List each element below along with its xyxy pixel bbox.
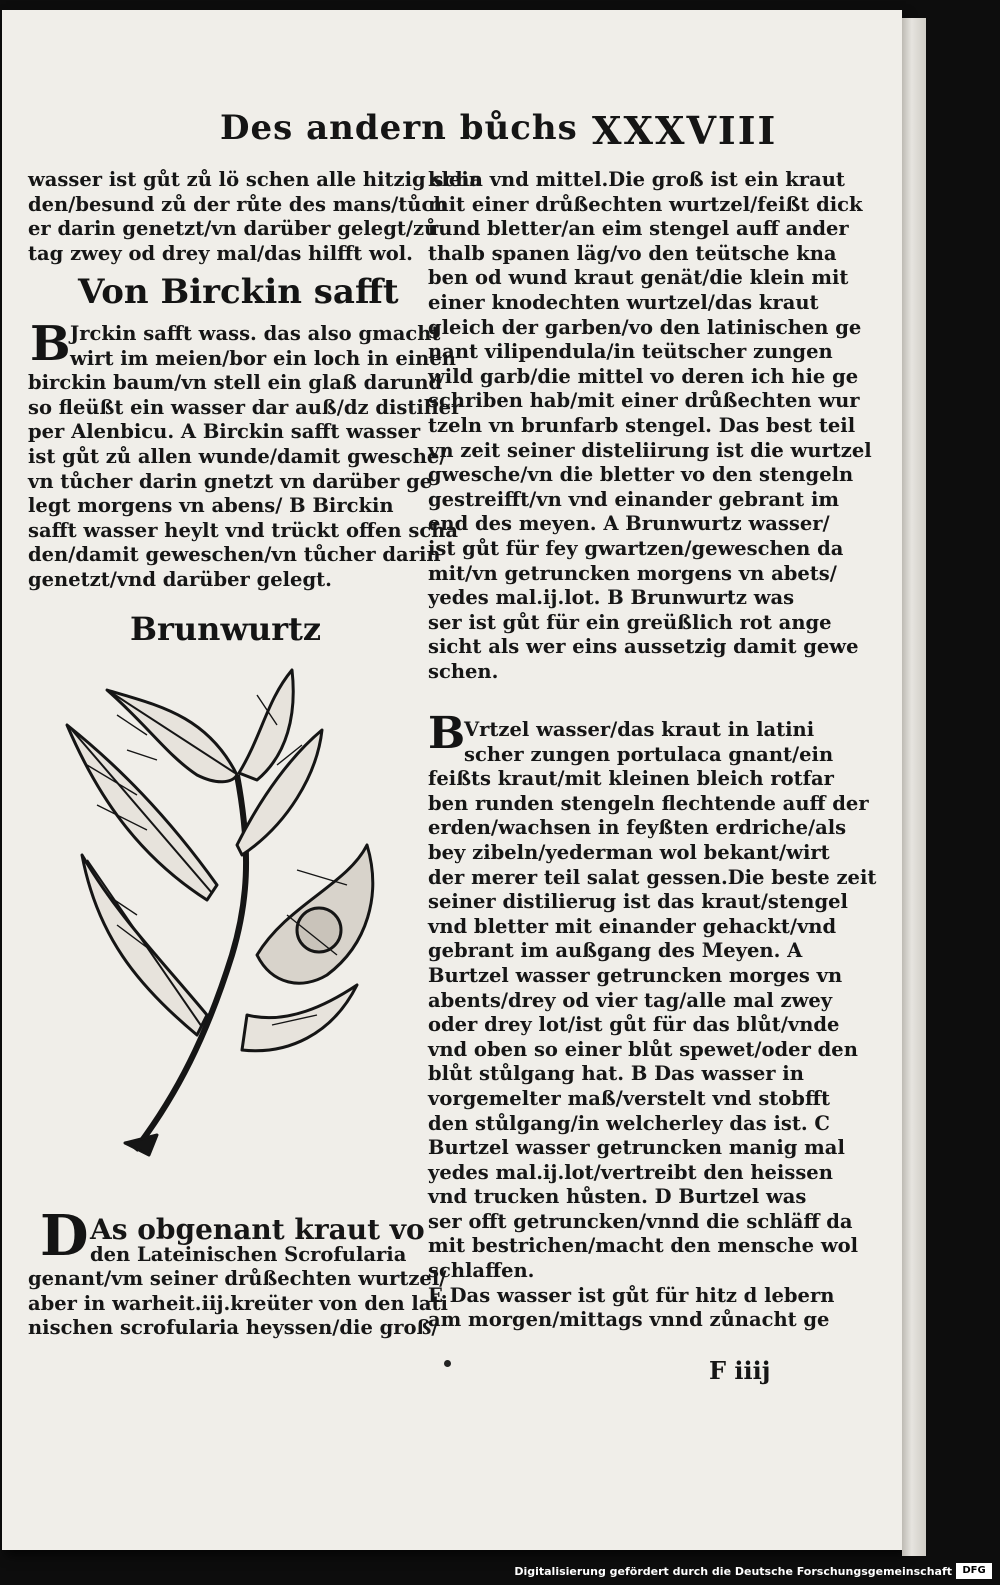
text-line: erden/wachsen in feyßten erdriche/als xyxy=(428,816,847,840)
text-line: einer knodechten wurtzel/das kraut xyxy=(428,290,819,314)
text-line: mit bestrichen/macht den mensche wol xyxy=(428,1234,859,1258)
text-line: vnd trucken hůsten. D Burtzel was xyxy=(428,1185,807,1209)
initial-letter-birckin: B xyxy=(30,316,71,372)
text-line: wild garb/die mittel vo deren ich hie ge xyxy=(428,364,859,388)
footer-credit: Digitalisierung gefördert durch die Deutsche Forschungsgemeinschaft xyxy=(514,1565,952,1578)
initial-letter-d: D xyxy=(40,1203,89,1269)
text-line: E Das wasser ist gůt für hitz d lebern xyxy=(428,1283,835,1307)
text-line: rund bletter/an eim stengel auff ander xyxy=(428,217,849,241)
text-line: gleich der garben/vo den latinischen ge xyxy=(428,315,862,339)
initial-letter-portulaca: B xyxy=(428,708,466,759)
text-line: oder drey lot/ist gůt für das blůt/vnde xyxy=(428,1013,840,1037)
text-line: den Lateinischen Scrofularia xyxy=(90,1242,407,1266)
text-line: ser offt getruncken/vnnd die schläff da xyxy=(428,1209,853,1233)
right-column-text-a xyxy=(428,168,872,684)
birckin-text xyxy=(28,322,462,593)
signature-mark: F iiij xyxy=(709,1356,771,1385)
text-line: tzeln vn brunfarb stengel. Das best teil xyxy=(428,413,856,437)
text-line: ist gůt zů allen wunde/damit gwesche/ xyxy=(28,444,447,468)
text-line: ben od wund kraut genät/die klein mit xyxy=(428,266,849,290)
text-line: genetzt/vnd darüber gelegt. xyxy=(28,567,332,591)
text-line: thalb spanen läg/vo den teütsche kna xyxy=(428,241,837,265)
text-line: schriben hab/mit einer drůßechten wur xyxy=(428,389,860,413)
text-line: nischen scrofularia heyssen/die groß/ xyxy=(28,1316,439,1340)
text-line: sicht als wer eins aussetzig damit gewe xyxy=(428,635,859,659)
text-line: genant/vm seiner drůßechten wurtzel/ xyxy=(28,1267,447,1291)
text-line: Vrtzel wasser/das kraut in latini xyxy=(464,718,815,741)
right-column-text-b xyxy=(428,718,877,1333)
text-line: vn zeit seiner disteliirung ist die wurtzel xyxy=(428,438,872,462)
text-line: schen. xyxy=(428,659,499,683)
text-line: ben runden stengeln flechtende auff der xyxy=(428,791,869,815)
text-line: klein vnd mittel.Die groß ist ein kraut xyxy=(428,168,845,191)
text-line: vnd oben so einer blůt spewet/oder den xyxy=(428,1037,858,1061)
text-line: wirt im meien/bor ein loch in einen xyxy=(70,346,456,370)
text-line: der merer teil salat gessen.Die beste zeit xyxy=(428,865,877,889)
text-line: abents/drey od vier tag/alle mal zwey xyxy=(428,988,833,1012)
left-intro-text xyxy=(28,168,483,266)
text-line: seiner distilierug ist das kraut/stengel xyxy=(428,890,848,914)
text-line: aber in warheit.iij.kreüter von den lati xyxy=(28,1291,448,1315)
text-line: wasser ist gůt zů lö schen alle hitzig scha xyxy=(28,168,483,191)
text-line: legt morgens vn abens/ B Birckin xyxy=(28,494,394,518)
footer-bar xyxy=(0,1560,1000,1585)
text-line: feißts kraut/mit kleinen bleich rotfar xyxy=(428,767,834,791)
dfg-logo-icon: DFG xyxy=(956,1563,992,1579)
text-line: As obgenant kraut vo xyxy=(90,1213,425,1246)
text-line: blůt stůlgang hat. B Das wasser in xyxy=(428,1062,804,1086)
text-line: yedes mal.ij.lot/vertreibt den heissen xyxy=(428,1160,833,1184)
text-line: per Alenbicu. A Birckin safft wasser xyxy=(28,420,421,444)
text-line: mit einer drůßechten wurtzel/feißt dick xyxy=(428,192,863,216)
text-line: yedes mal.ij.lot. B Brunwurtz was xyxy=(428,586,795,610)
text-line: scher zungen portulaca gnant/ein xyxy=(464,742,834,766)
running-head-title: Des andern bůchs xyxy=(220,108,578,148)
text-line: am morgen/mittags vnnd zůnacht ge xyxy=(428,1308,830,1332)
folio-number: XXXVIII xyxy=(592,108,778,153)
text-line: ist gůt für fey gwartzen/geweschen da xyxy=(428,536,844,560)
text-line: birckin baum/vn stell ein glaß darund xyxy=(28,371,443,395)
text-line: gwesche/vn die bletter vo den stengeln xyxy=(428,463,854,487)
page-edge-shadow xyxy=(902,18,926,1556)
text-line: vn tůcher darin gnetzt vn darüber ge xyxy=(28,469,433,493)
text-line: er darin genetzt/vn darüber gelegt/zů xyxy=(28,217,439,241)
text-line: gebrant im außgang des Meyen. A xyxy=(428,939,803,963)
text-line: safft wasser heylt vnd trückt offen scha xyxy=(28,518,458,542)
plant-woodcut-illustration xyxy=(57,655,387,1160)
text-line: Jrckin safft wass. das also gmacht xyxy=(70,322,441,345)
text-line: tag zwey od drey mal/das hilfft wol. xyxy=(28,241,413,265)
text-line: den/damit geweschen/vn tůcher darin xyxy=(28,543,441,567)
text-line: mit/vn getruncken morgens vn abets/ xyxy=(428,561,837,585)
text-line: bey zibeln/yederman wol bekant/wirt xyxy=(428,840,830,864)
text-line: ser ist gůt für ein greüßlich rot ange xyxy=(428,610,832,634)
text-line: vorgemelter maß/verstelt vnd stobfft xyxy=(428,1086,830,1110)
section-heading-brunwurtz: Brunwurtz xyxy=(130,610,322,648)
text-line: vnd bletter mit einander gehackt/vnd xyxy=(428,914,837,938)
text-line: den/besund zů der růte des mans/tůch xyxy=(28,192,448,216)
text-line: den stůlgang/in welcherley das ist. C xyxy=(428,1111,830,1135)
book-page xyxy=(2,10,902,1550)
section-heading-birckin: Von Birckin safft xyxy=(78,272,399,312)
ink-dot xyxy=(444,1360,451,1367)
text-line: end des meyen. A Brunwurtz wasser/ xyxy=(428,512,830,536)
scrofularia-text xyxy=(28,1213,448,1341)
text-line: gestreifft/vn vnd einander gebrant im xyxy=(428,487,839,511)
text-line: Burtzel wasser getruncken manig mal xyxy=(428,1136,845,1160)
text-line: Burtzel wasser getruncken morges vn xyxy=(428,963,843,987)
text-line: schlaffen. xyxy=(428,1259,535,1283)
text-line: nant vilipendula/in teütscher zungen xyxy=(428,340,833,364)
text-line: so fleüßt ein wasser dar auß/dz distilier xyxy=(28,395,462,419)
